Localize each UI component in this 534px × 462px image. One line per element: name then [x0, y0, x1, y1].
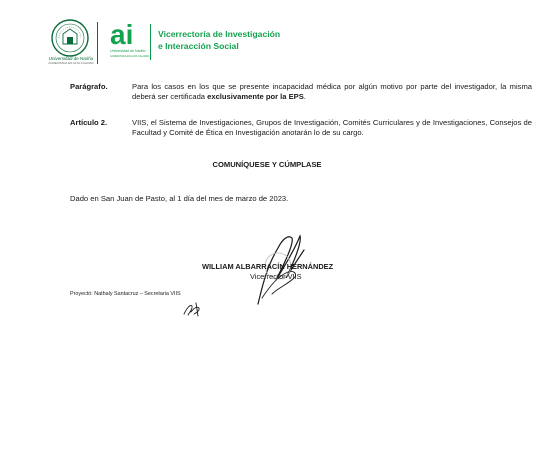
header-divider [97, 22, 98, 64]
date-line: Dado en San Juan de Pasto, al 1 día del mes de marzo de 2023. [70, 194, 289, 203]
seal-name: Universidad de Nariño [48, 56, 94, 61]
document-header [0, 0, 534, 70]
ai-logo-letters: ai [110, 19, 134, 50]
vicerrectoria-title [158, 28, 280, 52]
paragrafo-text-bold: exclusivamente por la EPS [207, 92, 304, 102]
ai-logo-icon [108, 18, 150, 66]
seal-caption [44, 56, 98, 65]
signatory-name: WILLIAM ALBARRACÍN HERNÁNDEZ [202, 262, 334, 271]
ai-logo-caption: Universidad de Nariño [110, 49, 146, 53]
initials-mark-icon [182, 300, 204, 318]
closing-heading: COMUNÍQUESE Y CÚMPLASE [212, 160, 322, 169]
paragrafo-text-main: Para los casos en los que se presente incapacidad médica por algún motivo por parte del investigador, la misma deberá ser certificada [132, 82, 532, 102]
signatory-role: Vicerrector VIIS [250, 272, 302, 281]
proyecto-line: Proyectó: Nathaly Santacruz – Secretaria VIIS [70, 291, 181, 297]
university-seal-icon [50, 18, 90, 58]
paragrafo-label: Parágrafo. [70, 82, 108, 91]
paragrafo-text-end: . [303, 92, 306, 102]
seal-caption-sub: ACREDITADA EN ALTA CALIDAD [48, 61, 94, 65]
articulo-2-text: VIIS, el Sistema de Investigaciones, Grupos de Investigación, Comités Curriculares y de Investigaciones, Consejos de Facultad y Comité de Ética en Investigación anotarán lo de su cargo. [132, 118, 532, 138]
ai-logo-caption-sub: ACREDITADA EN ALTA CALIDAD [110, 55, 150, 58]
vice-title-line1: Vicerrectoría de Investigación [158, 29, 281, 39]
vice-title-line2: e Interacción Social [158, 41, 239, 51]
paragrafo-text [132, 82, 532, 103]
header-divider-green [150, 24, 151, 60]
articulo-2-label: Artículo 2. [70, 118, 108, 127]
